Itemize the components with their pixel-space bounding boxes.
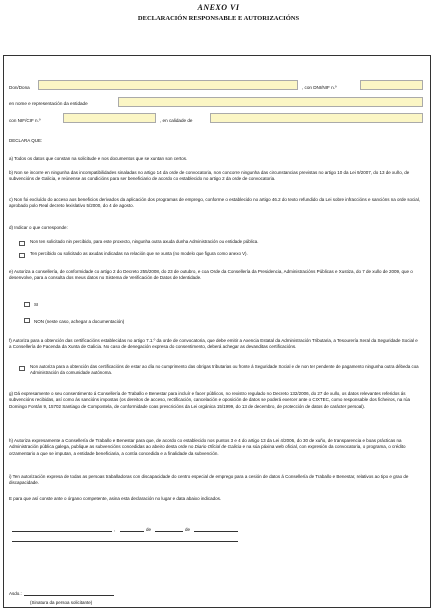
date-underline bbox=[12, 541, 238, 542]
aid-not-requested-checkbox[interactable] bbox=[19, 241, 25, 246]
certifications-not-authorised-label: Non autoriza para a obtención das certificacións de estar ao día no cumprimento das obrigas tributarias ou fronte á Seguridade Social e de non ter pendente de pagamento ningunha outra débeda coa Administración da comunidade autónoma. bbox=[30, 364, 419, 376]
capacity-input[interactable] bbox=[210, 113, 423, 123]
signed-label: Asdo.: bbox=[9, 591, 22, 596]
declaration-g: g) Dá expresamente o seu consentimento á Consellería de Traballo e Benestar para incluír e facer públicos, no rexistro regulado no Decreto 132/2006, do 27 de xullo, os datos relevantes referidos ás subvencións recibidas, así como ás sancións impostas (os dereitos de acceso, rectificación, cancelación e oposición de datos se poderá exercer ante o CIXTEC, como responsable dos ficheiros, na rúa Domingo Fontán 9, 15702 Santiago de Compostela, de conformidade coas prescricións da Lei orgánica 15/1999, do 13 de decembro, de protección de datos de carácter persoal). bbox=[9, 391, 410, 409]
date-de-1: de bbox=[146, 527, 152, 532]
identity-consult-yes-label: SI bbox=[34, 302, 39, 307]
aid-not-requested-label: Non ten solicitado nin percibido, para este proxecto, ningunha outra axuda dunha Administración ou entidade pública. bbox=[30, 239, 259, 244]
declaration-h bbox=[9, 438, 421, 457]
declara-heading: DECLARA QUE: bbox=[9, 138, 43, 143]
declaration-i: i) Ten autorización expresa de todas as persoas traballadoras con discapacidade do centro especial de emprego para a cesión de datos á Consellería de Traballo e Benestar, relativos ao tipo e grao de discapacidade. bbox=[9, 474, 409, 486]
declaration-title: DECLARACIÓN RESPONSABLE E AUTORIZACIÓNS bbox=[137, 15, 300, 22]
don-label: Don/Dona bbox=[9, 85, 30, 90]
nif-input[interactable] bbox=[63, 113, 156, 123]
annex-title: ANEXO VI bbox=[197, 3, 240, 12]
signature-caption: (Sinatura da persoa solicitante) bbox=[30, 600, 93, 605]
name-input[interactable] bbox=[38, 80, 298, 90]
aid-requested-checkbox[interactable] bbox=[19, 253, 25, 258]
month-line[interactable] bbox=[155, 531, 183, 532]
declaration-h-text-end: e na súa páxina web oficial, con expresión da convocatoria, o programa, o crédito orzamentario a que se imputan, a entidade beneficiaria, a contía concedida e a finalidade da subvención. bbox=[9, 444, 406, 456]
date-comma: , bbox=[114, 527, 116, 532]
representation-label: en nome e representación da entidade bbox=[9, 101, 88, 106]
identity-consult-no-checkbox[interactable] bbox=[24, 318, 30, 323]
declaration-e: e) Autoriza a consellería, de conformidade co artigo 2 do Decreto 255/2008, do 23 de outubro, e coa Orde da Consellería da Presidencia, Administracións Públicas e Xustiza, do 7 de xullo de 2009, que o desenvolve, para a consulta dos meus datos no Sistema de Verificación de Datos de Identidade. bbox=[9, 269, 413, 281]
place-line[interactable] bbox=[12, 531, 112, 532]
identity-consult-yes-checkbox[interactable] bbox=[24, 302, 30, 307]
certifications-not-authorised-checkbox[interactable] bbox=[19, 366, 25, 371]
year-line[interactable] bbox=[194, 531, 238, 532]
declaration-h-text: h) Autoriza expresamente a Consellería de Traballo e Benestar para que, de acordo co establecido nos puntos 3 e 4 do artigo 13 da Lei 4/2006, do 30 de xuño, de transparencia e boas prácticas na Administración pública galega, publique as subvencións concedidas ao abeiro desta orde no bbox=[9, 438, 402, 450]
signature-line[interactable] bbox=[24, 595, 114, 596]
identity-consult-no-label: NON (neste caso, achegar a documentación) bbox=[34, 319, 125, 324]
declaration-f: f) Autoriza para a obtención das certificacións establecidas no artigo 7.1.º da orde de convocatoria, que debe emitir a Axencia Estatal da Administración Tributaria, a Tesourería Xeral da Seguridade Social e a Consellería de Facenda da Xunta de Galicia. No caso de denegación expresa do consentimento, deberá achegar as devanditas certificacións. bbox=[9, 338, 418, 350]
dog-name: Diario Oficial de Galicia bbox=[194, 444, 242, 450]
declaration-b: b) Non se incorre en ningunha das incompatibilidades sinaladas no artigo 14 da orde de convocatoria, non concorre ningunha das circunstancias previstas no artigo 10 da Lei 9/2007, do 13 de xuño, de subvencións de Galicia, e reúnense as condicións para ser beneficiario de acordo co establecido no artigo 2 da orde de convocatoria. bbox=[9, 170, 410, 182]
date-de-2: de bbox=[185, 527, 191, 532]
declaration-c: c) Non foi excluído do acceso aos beneficios derivados da aplicación dos programas de emprego, conforme o establecido no artigo 46.2 do texto refundido da Lei sobre infraccións e sancións na orde social, aprobado polo Real decreto lexislativo 5/2000, do 4 de agosto. bbox=[9, 197, 420, 209]
declaration-d-intro: d) Indicar o que corresponde: bbox=[9, 225, 68, 230]
entity-input[interactable] bbox=[118, 97, 423, 107]
dni-input[interactable] bbox=[360, 80, 423, 90]
closing-statement: E para que así conste ante o órgano competente, asina esta declaración no lugar e data abaixo indicados. bbox=[9, 496, 222, 501]
dni-label: , con DNI/NIF n.º bbox=[302, 85, 337, 90]
declaration-a: a) Todos os datos que constan na solicitude e nos documentos que se xuntan son certos. bbox=[9, 156, 188, 161]
calidade-label: , en calidade de bbox=[160, 118, 193, 123]
nif-label: con NIF/CIF n.º bbox=[9, 118, 41, 123]
day-line[interactable] bbox=[120, 531, 144, 532]
aid-requested-label: Ten percibido ou solicitado as axudas indicadas na relación que se xunta (no modelo que figura como anexo V). bbox=[30, 251, 248, 256]
